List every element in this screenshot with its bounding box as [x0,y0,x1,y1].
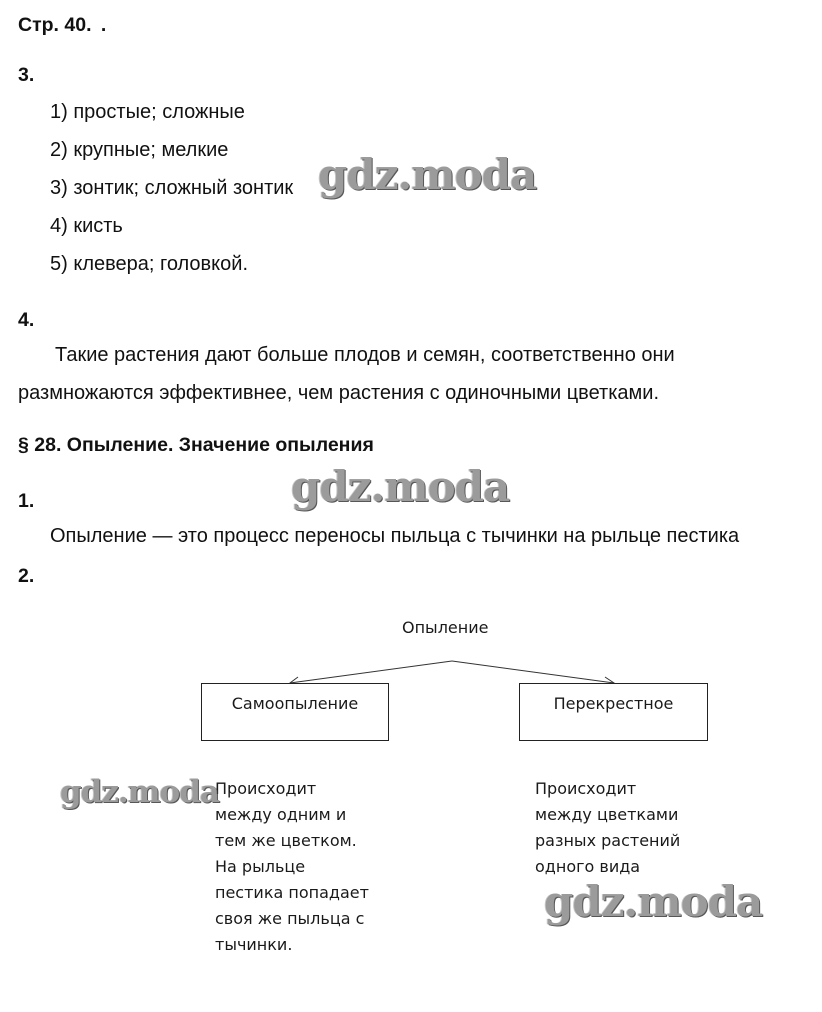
section-task1-number: 1. [18,490,35,512]
section-task1-text: Опыление — это процесс переносы пыльца с тычинки на рыльце пестика [50,525,740,547]
note-line: тем же цветком. [215,831,357,850]
task3-item-5: 5) клевера; головкой. [50,253,248,275]
note-line: между цветками [535,805,679,824]
task3-item-4: 4) кисть [50,215,123,237]
task4-number: 4. [18,309,35,331]
self-pollination-box [201,683,389,741]
task4-line-2: размножаются эффективнее, чем растения с одиночными цветками. [18,382,659,404]
watermark-3: gdz.moda [60,774,219,810]
task3-item-1: 1) простые; сложные [50,101,245,123]
note-line: пестика попадает [215,883,369,902]
watermark-1: gdz.moda [318,150,537,199]
note-line: тычинки. [215,935,293,954]
left-connector [290,661,452,683]
self-pollination-note [215,776,405,958]
task3-item-3: 3) зонтик; сложный зонтик [50,177,294,199]
section-title: § 28. Опыление. Значение опыления [18,434,374,456]
watermark-2: gdz.moda [291,462,510,511]
page-header-text: Стр. 40. [18,14,92,36]
header-mark: . [100,14,107,36]
note-line: Происходит [215,779,317,798]
note-line: разных растений [535,831,681,850]
note-line: одного вида [535,857,641,876]
watermark-4: gdz.moda [544,877,763,926]
diagram-root-label: Опыление [402,618,489,637]
note-line: Происходит [535,779,637,798]
right-connector [452,661,614,683]
section-task2-number: 2. [18,565,35,587]
cross-pollination-box [519,683,708,741]
note-line: На рыльце [215,857,306,876]
self-pollination-label: Самоопыление [231,694,359,713]
cross-pollination-label: Перекрестное [553,694,674,713]
task3-number: 3. [18,64,35,86]
note-line: между одним и [215,805,347,824]
cross-pollination-note [535,776,725,880]
task4-line-1: Такие растения дают больше плодов и семян, соответственно они [55,344,675,366]
note-line: своя же пыльца с [215,909,365,928]
task3-item-2: 2) крупные; мелкие [50,139,229,161]
